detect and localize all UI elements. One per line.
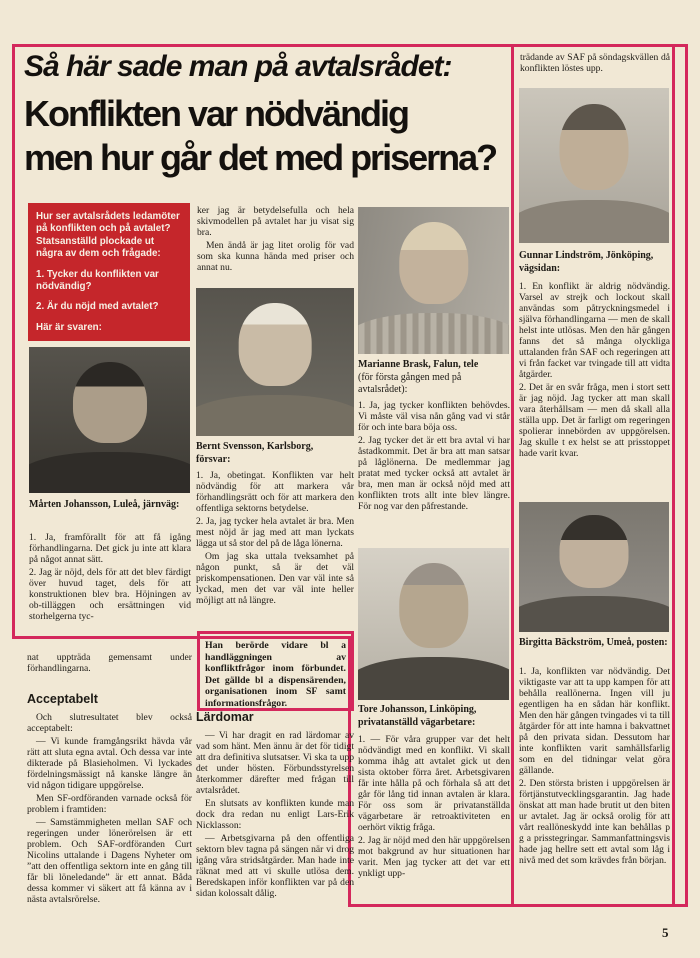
body-paragraph: Och slutresultatet blev också acceptabelt: [27,712,192,734]
marten-answer-continuation [197,205,354,285]
shoulders-silhouette [358,657,509,700]
body-paragraph: 2. Den största bristen i uppgörelsen är förtjänstutvecklingsgarantin. Jag hade önskat att man hade brutit ut den biten ur avtalet. Jag är också orolig för att vårt reallöneskydd inte kan behållas p g a prisstegringar. Sammanfattningsvis hade jag hellre sett ett avtal som låg i nivå med det som krävdes från början. [519,778,670,866]
body-paragraph: Men ändå är jag litet orolig för vad som ska kunna hända med priser och annat nu. [197,240,354,273]
caption-marten: Mårten Johansson, Luleå, järnväg: [29,499,180,510]
question-box-outro: Här är svaren: [36,321,102,333]
sidebar-continuation-text [520,52,670,82]
head-silhouette [560,515,629,588]
red-note-box: Han berörde vidare bl a handläggningen av konfliktfrågor inom förbundet. Det gällde bl a dispensärenden, organisationen inom SF samt informationsfrågor. [197,631,354,711]
body-paragraph: 1. — För våra grupper var det helt nödvändigt med en konflikt. Vi skall komma ihåg att avtalet gick ut den sista oktober förra året. Arbetsgivaren får inte hålla på och förhala så att det går för lång tid innan avtalen är klara. För oss som är privatanställda vägarbetare är retroaktiviteten en oerhört viktig fråga. [358,734,510,833]
body-paragraph: Om jag ska uttala tveksamhet på någon punkt, så är det väl priskompensationen. Den var väl inte så lyckad, men det var väl inte heller möjligt att nå längre. [196,551,354,606]
caption-gunnar: Gunnar Lindström, Jönköping, vägsidan: [519,250,654,274]
body-paragraph: 1. Ja, konflikten var nödvändig. Det viktigaste var att ta upp kampen för att behålla reallönerna. Ingen vill ju egentligen ha en sådan här konflikt. Men den här gången tvingades vi ta till åtgärder för att inte hamna i bakvattnet på den privata sidan. Dessutom har inte konflikten varit samhällsfarlig som en del tidningar velat göra gällande. [519,666,670,776]
question-2: 2. Är du nöjd med avtalet? [36,301,159,313]
portrait-photo-marianne-brask [358,207,509,354]
body-paragraph: 2. Det är en svår fråga, men i stort sett är jag nöjd. Jag tycker att man skall vara återhållsam — men då skall alla ställa upp. Det är farligt om regeringen spolierar innebörden av uppgörelsen. Jag skulle t ex helst se att prisstoppet hade varit kvar. [519,382,670,459]
question-box-intro: Hur ser avtalsrådets ledamöter på konflikten och på avtalet? Statsanställd plockade ut några av dem och frågade: [36,211,180,260]
body-paragraph: — Vi har dragit en rad lärdomar av vad som hänt. Men ännu är det för tidigt att dra definitiva slutsatser. Vi ska ta upp det under hösten. Förbundsstyrelsen återkommer därefter med frågan till avtalsrådet. [196,730,354,796]
headline-line-2: men hur går det med priserna? [24,137,497,178]
caption-marianne-name: Marianne Brask, Falun, tele [358,359,479,370]
body-paragraph: 2. Jag tycker det är ett bra avtal vi har åstadkommit. Det är bra att man satsar på låglönerna. De medlemmar jag pratat med tycker också att avtalet är bra, men man är också nöjd med att konflikten trots allt inte blev längre. För nog var den påfrestande. [358,435,510,512]
question-1: 1. Tycker du konflikten var nödvändig? [36,268,159,293]
portrait-photo-tore-johansson [358,548,509,700]
shoulders-silhouette [358,313,509,354]
kicker-line: Så här sade man på avtalsrådet: [24,50,452,83]
portrait-photo-bernt-svensson [196,288,354,436]
portrait-photo-marten-johansson [29,347,190,493]
tore-answer-text [358,734,510,902]
head-silhouette [399,222,468,304]
marten-answer-text [29,532,191,634]
body-paragraph: nat uppträda gemensamt under förhandlingarna. [27,652,192,674]
red-frame-right-rule [685,44,688,907]
caption-tore: Tore Johansson, Linköping, privatanställd vägarbetare: [358,704,477,728]
caption-marianne [358,359,510,397]
portrait-photo-birgitta-backstrom [519,502,669,632]
headline-line-1: Konflikten var nödvändig [24,93,409,134]
shoulders-silhouette [519,596,669,632]
head-silhouette [72,362,146,444]
birgitta-answer-text [519,666,670,902]
caption-bernt: Bernt Svensson, Karlsborg, försvar: [196,441,314,465]
caption-marianne-note: (för första gången med på avtalsrådet): [358,371,462,395]
gunnar-answer-text [519,281,670,495]
body-paragraph: 2. Ja, jag tycker hela avtalet är bra. Men mest nöjd är jag med att man lyckats lägga ut så stor del på de låga lönerna. [196,516,354,549]
bernt-answer-text [196,470,354,628]
acceptabelt-text [27,712,192,950]
portrait-photo-gunnar-lindstrom [519,88,669,243]
story-continuation-text [27,652,192,682]
subhead-lardomar: Lärdomar [196,710,254,724]
body-paragraph: 1. Ja, obetingat. Konflikten var helt nödvändig för att markera vår förhandlingsrätt och för att markera den offentliga sektorns betydelse. [196,470,354,514]
subhead-acceptabelt: Acceptabelt [27,692,98,706]
red-frame-left-rule [12,44,15,639]
marianne-answer-text [358,400,510,542]
body-paragraph: 1. Ja, framförallt för att få igång förhandlingarna. Det gick ju inte att klara på något annat sätt. [29,532,191,565]
caption-birgitta: Birgitta Bäckström, Umeå, posten: [519,637,668,648]
body-paragraph: Men SF-ordföranden varnade också för problem i framtiden: [27,793,192,815]
body-paragraph: 2. Jag är nöjd, dels för att det blev färdigt över huvud taget, dels för att konstruktionen blev bra. Höjningen av ob-tilläggen och ersättningen vid storhelgerna tyc- [29,567,191,622]
body-paragraph: 1. En konflikt är aldrig nödvändig. Varsel av strejk och lockout skall användas som påtryckningsmedel i själva förhandlingarna — men de skall helst inte utlösas. Men den här gången fanns det så många olyckliga uttalanden från SAF och regeringen att vi från facket var tvingade till att vidta åtgärder. [519,281,670,380]
shoulders-silhouette [196,395,354,436]
body-paragraph: En slutsats av konflikten kunde man dock dra redan nu enligt Lars-Erik Nicklasson: [196,798,354,831]
body-paragraph: trädande av SAF på söndagskvällen då konflikten löstes upp. [520,52,670,74]
head-silhouette [239,303,312,386]
shoulders-silhouette [519,200,669,243]
question-box [28,203,190,341]
body-paragraph: — Samstämmigheten mellan SAF och regeringen under lönerörelsen är ett problem. Och SAF-ordföranden Curt Nicolins uttalande i Dagens Nyheter om ”att den offentliga sektorn inte en gång till får bli löneledande” är ett annat. Båda dessa kommer vi säkert att få känna av i nästa avtalsrörelse. [27,817,192,905]
body-paragraph: 1. Ja, jag tycker konflikten behövdes. Vi måste väl visa nån gång vad vi står för och inte bara böja oss. [358,400,510,433]
body-paragraph: ker jag är betydelsefulla och hela skivmodellen på avtalet har ju visat sig bra. [197,205,354,238]
head-silhouette [560,104,629,191]
page-number: 5 [662,925,669,940]
body-paragraph: — Arbetsgivarna på den offentliga sektorn blev tagna på sängen när vi drog igång våra stridsåtgärder. Man hade inte räknat med att vi skulle utlösa dem. Beredskapen inför konflikten var på den sidan kolossalt dålig. [196,833,354,899]
shoulders-silhouette [29,452,190,493]
body-paragraph: — Vi kunde framgångsrikt hävda vår rätt att sluta egna avtal. Och dessa var inte dikterade på Blasieholmen. Vi lyckades fördelningsmässigt nå kanske längre än vid någon tidigare uppgörelse. [27,736,192,791]
head-silhouette [399,563,468,648]
body-paragraph: 2. Jag är nöjd med den här uppgörelsen mot bakgrund av hur situationen har varit. Men jag tycker att det var ett ynkligt upp- [358,835,510,879]
lardomar-text [196,730,354,940]
